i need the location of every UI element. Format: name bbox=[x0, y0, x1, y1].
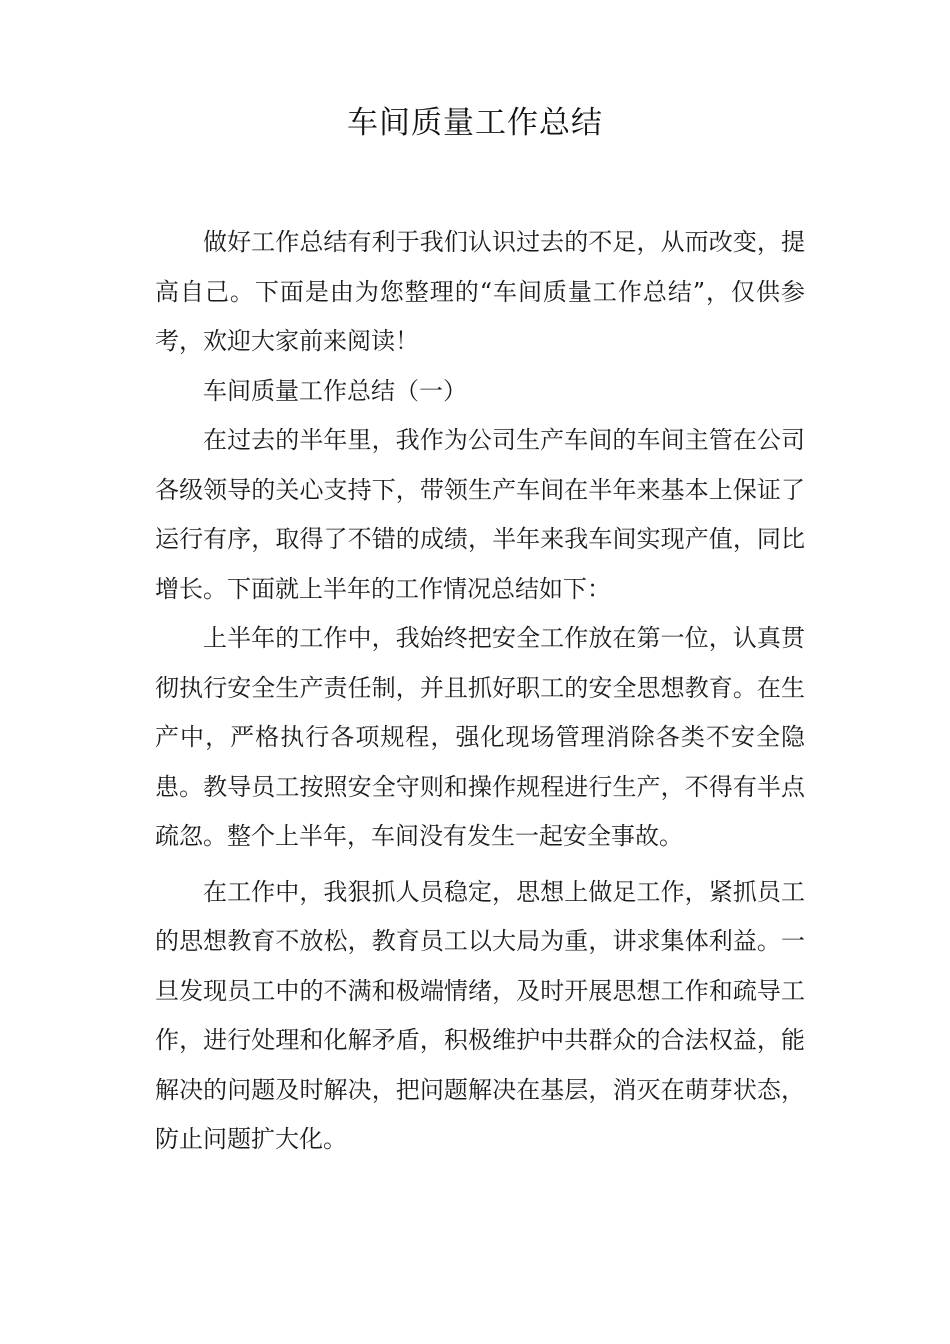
document-body bbox=[155, 218, 805, 1165]
body-paragraph: 上半年的工作中，我始终把安全工作放在第一位，认真贯彻执行安全生产责任制，并且抓好职工的安全思想教育。在生产中，严格执行各项规程，强化现场管理消除各类不安全隐患。教导员工按照安全守则和操作规程进行生产，不得有半点疏忽。整个上半年，车间没有发生一起安全事故。 bbox=[155, 624, 805, 850]
document-title: 车间质量工作总结 bbox=[347, 105, 603, 141]
section-heading: 车间质量工作总结（一） bbox=[203, 376, 467, 405]
body-paragraph: 在过去的半年里，我作为公司生产车间的车间主管在公司各级领导的关心支持下，带领生产车间在半年来基本上保证了运行有序，取得了不错的成绩，半年来我车间实现产值，同比增长。下面就上半年的工作情况总结如下： bbox=[155, 426, 805, 603]
intro-paragraph: 做好工作总结有利于我们认识过去的不足，从而改变，提高自己。下面是由为您整理的“车间质量工作总结”，仅供参考，欢迎大家前来阅读！ bbox=[155, 228, 805, 355]
body-paragraph: 在工作中，我狠抓人员稳定，思想上做足工作，紧抓员工的思想教育不放松，教育员工以大局为重，讲求集体利益。一旦发现员工中的不满和极端情绪，及时开展思想工作和疏导工作，进行处理和化解矛盾，积极维护中共群众的合法权益，能解决的问题及时解决，把问题解决在基层，消灭在萌芽状态，防止问题扩大化。 bbox=[155, 877, 805, 1153]
